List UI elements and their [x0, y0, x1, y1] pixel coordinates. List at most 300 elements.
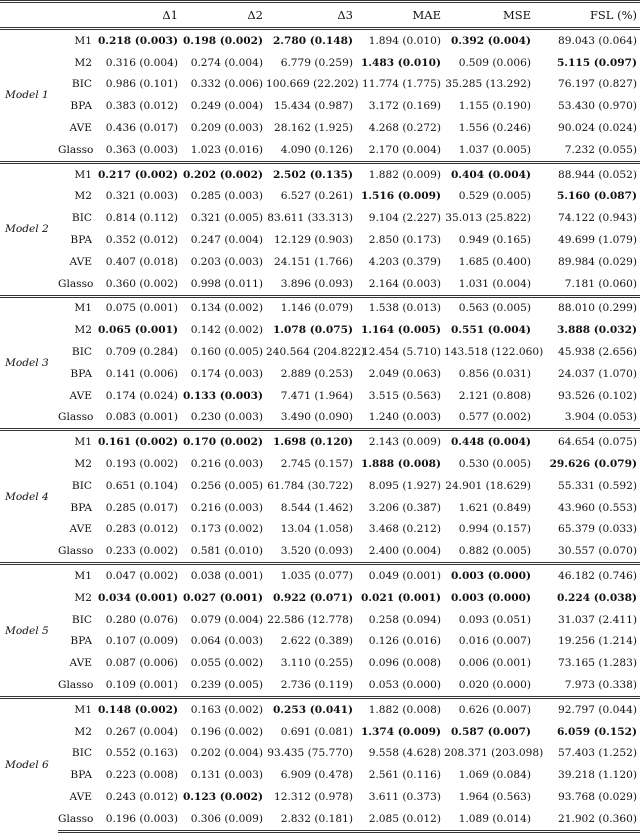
metric-cell: 0.856 (0.031) — [458, 367, 531, 380]
metric-cell: 0.407 (0.018) — [105, 255, 178, 268]
method-label: M1 — [58, 296, 96, 319]
metric-cell: 55.331 (0.592) — [557, 479, 637, 492]
metric-cell: 0.109 (0.001) — [105, 679, 178, 691]
metric-cell: 2.400 (0.004) — [368, 545, 441, 558]
metric-cell: 3.888 (0.032) — [556, 324, 637, 337]
metric-cell: 0.994 (0.157) — [458, 523, 531, 536]
metric-cell: 13.04 (1.058) — [280, 523, 353, 536]
metric-cell: 0.243 (0.012) — [105, 790, 178, 803]
metric-cell: 0.223 (0.008) — [105, 769, 178, 782]
metric-cell: 0.133 (0.003) — [182, 389, 263, 402]
metric-cell: 0.055 (0.002) — [190, 657, 263, 670]
method-label: BIC — [71, 613, 92, 626]
method-label: BIC — [71, 747, 92, 760]
method-label: M1 — [58, 29, 96, 52]
metric-cell: 24.037 (1.070) — [557, 367, 637, 380]
table-row — [0, 808, 640, 831]
metric-cell: 0.049 (0.001) — [356, 564, 444, 587]
table-row — [0, 674, 640, 697]
metric-cell: 22.586 (12.778) — [267, 613, 353, 626]
method-label: BPA — [70, 234, 92, 247]
metric-cell: 1.685 (0.400) — [458, 255, 531, 268]
metric-cell: 0.306 (0.009) — [181, 808, 266, 831]
metric-cell: 0.360 (0.002) — [105, 277, 178, 290]
metric-cell: 1.035 (0.077) — [266, 564, 356, 587]
table-row — [0, 363, 640, 385]
metric-cell: 0.006 (0.001) — [458, 657, 531, 670]
metric-cell: 5.115 (0.097) — [556, 56, 637, 69]
table-row — [0, 74, 640, 96]
metric-cell: 0.321 (0.003) — [105, 190, 178, 203]
metric-cell: 1.374 (0.009) — [360, 725, 441, 738]
metric-cell: 65.379 (0.033) — [557, 523, 637, 536]
metric-cell: 1.146 (0.079) — [266, 296, 356, 319]
metric-cell: 0.174 (0.003) — [190, 367, 263, 380]
metric-cell: 73.165 (1.283) — [557, 657, 637, 670]
metric-cell: 8.095 (1.927) — [368, 479, 441, 492]
metric-cell: 2.561 (0.116) — [368, 769, 441, 782]
model-label: Model 2 — [0, 162, 58, 296]
method-label: BPA — [70, 367, 92, 380]
metric-cell: 0.316 (0.004) — [105, 56, 178, 69]
metric-cell: 1.698 (0.120) — [266, 430, 356, 453]
metric-cell: 0.551 (0.004) — [450, 324, 531, 337]
metric-cell: 0.141 (0.006) — [105, 367, 178, 380]
metric-cell: 0.274 (0.004) — [190, 56, 263, 69]
metric-cell: 0.224 (0.038) — [556, 591, 637, 604]
metric-cell: 0.163 (0.002) — [181, 697, 266, 720]
metric-cell: 88.944 (0.052) — [534, 162, 640, 185]
table-row — [0, 139, 640, 162]
model-label: Model 1 — [0, 29, 58, 163]
header-cell-fsl: FSL (%) — [534, 2, 640, 29]
metric-cell: 0.922 (0.071) — [272, 591, 353, 604]
metric-cell: 0.363 (0.003) — [105, 143, 178, 156]
metric-cell: 3.520 (0.093) — [280, 545, 353, 558]
metric-cell: 1.023 (0.016) — [190, 143, 263, 156]
header-row — [0, 2, 640, 29]
metric-cell: 39.218 (1.120) — [557, 769, 637, 782]
metric-cell: 0.249 (0.004) — [190, 100, 263, 113]
metric-cell: 46.182 (0.746) — [534, 564, 640, 587]
metric-cell: 0.577 (0.002) — [458, 411, 531, 424]
metric-cell: 3.904 (0.053) — [564, 411, 637, 424]
metric-cell: 6.059 (0.152) — [556, 725, 637, 738]
metric-cell: 5.160 (0.087) — [556, 190, 637, 203]
metric-cell: 2.143 (0.009) — [356, 430, 444, 453]
metric-cell: 3.110 (0.255) — [280, 657, 353, 670]
metric-cell: 0.161 (0.002) — [96, 430, 181, 453]
metric-cell: 0.021 (0.001) — [360, 591, 441, 604]
method-label: Glasso — [58, 277, 94, 290]
table-row — [0, 29, 640, 52]
metric-cell: 4.203 (0.379) — [368, 255, 441, 268]
table-row — [0, 609, 640, 631]
table-row — [0, 319, 640, 341]
metric-cell: 208.371 (203.098) — [444, 747, 544, 760]
model-label: Model 5 — [0, 564, 58, 698]
method-label: BIC — [71, 346, 92, 359]
metric-cell: 19.256 (1.214) — [557, 635, 637, 648]
metric-cell: 0.083 (0.001) — [105, 411, 178, 424]
table-row — [0, 764, 640, 786]
metric-cell: 29.626 (0.079) — [549, 458, 637, 471]
method-label: M2 — [74, 190, 92, 203]
table-row — [0, 229, 640, 251]
method-label: Glasso — [58, 679, 94, 691]
metric-cell: 64.654 (0.075) — [534, 430, 640, 453]
metric-cell: 2.832 (0.181) — [266, 808, 356, 831]
metric-cell: 0.392 (0.004) — [444, 29, 534, 52]
metric-cell: 1.483 (0.010) — [360, 56, 441, 69]
metric-cell: 9.558 (4.628) — [368, 747, 441, 760]
metric-cell: 24.151 (1.766) — [273, 255, 353, 268]
table-row — [0, 341, 640, 363]
metric-cell: 0.173 (0.002) — [190, 523, 263, 536]
method-label: BIC — [71, 212, 92, 225]
metric-cell: 0.096 (0.008) — [368, 657, 441, 670]
metric-cell: 0.142 (0.002) — [190, 324, 263, 337]
metric-cell: 93.768 (0.029) — [557, 790, 637, 803]
header-cell-delta2: Δ2 — [181, 2, 266, 29]
metric-cell: 0.280 (0.076) — [105, 613, 178, 626]
metric-cell: 0.038 (0.001) — [181, 564, 266, 587]
metric-cell: 0.064 (0.003) — [190, 635, 263, 648]
metric-cell: 2.736 (0.119) — [280, 679, 353, 691]
metric-cell: 0.170 (0.002) — [181, 430, 266, 453]
table-row — [0, 95, 640, 117]
metric-cell: 2.850 (0.173) — [368, 234, 441, 247]
table-row — [0, 52, 640, 74]
metric-cell: 0.047 (0.002) — [96, 564, 181, 587]
metric-cell: 2.780 (0.148) — [266, 29, 356, 52]
metric-cell: 15.434 (0.987) — [273, 100, 353, 113]
metric-cell: 43.960 (0.553) — [557, 501, 637, 514]
header-cell — [0, 2, 58, 29]
metric-cell: 0.075 (0.001) — [96, 296, 181, 319]
metric-cell: 74.122 (0.943) — [557, 212, 637, 225]
metric-cell: 0.267 (0.004) — [105, 725, 178, 738]
metric-cell: 1.155 (0.190) — [458, 100, 531, 113]
metric-cell: 2.622 (0.389) — [280, 635, 353, 648]
table-row — [0, 743, 640, 765]
metric-cell: 1.621 (0.849) — [458, 501, 531, 514]
metric-cell: 0.530 (0.005) — [458, 458, 531, 471]
table-row — [0, 162, 640, 185]
metric-cell: 12.454 (5.710) — [361, 346, 441, 359]
metric-cell: 0.203 (0.003) — [190, 255, 263, 268]
metric-cell: 53.430 (0.970) — [557, 100, 637, 113]
method-label: BPA — [70, 100, 92, 113]
metric-cell: 240.564 (204.822) — [266, 346, 366, 359]
metric-cell: 3.896 (0.093) — [280, 277, 353, 290]
table-body — [0, 29, 640, 832]
metric-cell: 2.085 (0.012) — [356, 808, 444, 831]
metric-cell: 7.181 (0.060) — [564, 277, 637, 290]
metric-cell: 89.043 (0.064) — [534, 29, 640, 52]
metric-cell: 4.090 (0.126) — [280, 143, 353, 156]
table-row — [0, 475, 640, 497]
metric-cell: 49.699 (1.079) — [557, 234, 637, 247]
model-label: Model 6 — [0, 697, 58, 831]
metric-cell: 61.784 (30.722) — [267, 479, 353, 492]
metric-cell: 0.239 (0.005) — [190, 679, 263, 691]
metric-cell: 0.352 (0.012) — [105, 234, 178, 247]
metric-cell: 0.626 (0.007) — [444, 697, 534, 720]
model-label: Model 4 — [0, 430, 58, 564]
metric-cell: 8.544 (1.462) — [280, 501, 353, 514]
metric-cell: 3.490 (0.090) — [280, 411, 353, 424]
metric-cell: 0.587 (0.007) — [450, 725, 531, 738]
metric-cell: 76.197 (0.827) — [557, 78, 637, 91]
method-label: BIC — [71, 479, 92, 492]
metric-cell: 2.889 (0.253) — [280, 367, 353, 380]
metric-cell: 0.529 (0.005) — [458, 190, 531, 203]
metric-cell: 0.285 (0.017) — [105, 501, 178, 514]
metric-cell: 0.126 (0.016) — [368, 635, 441, 648]
method-label: AVE — [69, 523, 92, 536]
method-label: M2 — [74, 591, 92, 604]
header-cell — [58, 2, 96, 29]
table-row — [0, 519, 640, 541]
metric-cell: 0.216 (0.003) — [190, 458, 263, 471]
metric-cell: 6.779 (0.259) — [280, 56, 353, 69]
metric-cell: 0.691 (0.081) — [280, 725, 353, 738]
metric-cell: 93.435 (75.770) — [267, 747, 353, 760]
method-label: M2 — [74, 56, 92, 69]
metric-cell: 1.516 (0.009) — [360, 190, 441, 203]
table-row — [0, 697, 640, 720]
metric-cell: 1.556 (0.246) — [458, 122, 531, 135]
metric-cell: 0.552 (0.163) — [105, 747, 178, 760]
metric-cell: 3.206 (0.387) — [368, 501, 441, 514]
table-row — [0, 497, 640, 519]
metric-cell: 0.998 (0.011) — [190, 277, 263, 290]
metric-cell: 1.894 (0.010) — [356, 29, 444, 52]
metric-cell: 2.049 (0.063) — [368, 367, 441, 380]
header-cell-mae: MAE — [356, 2, 444, 29]
metric-cell: 0.065 (0.001) — [97, 324, 178, 337]
metric-cell: 0.193 (0.002) — [105, 458, 178, 471]
metric-cell: 1.164 (0.005) — [360, 324, 441, 337]
metric-cell: 0.016 (0.007) — [458, 635, 531, 648]
metric-cell: 93.526 (0.102) — [557, 389, 637, 402]
metric-cell: 31.037 (2.411) — [557, 613, 637, 626]
method-label: M1 — [58, 564, 96, 587]
metric-cell: 143.518 (122.060) — [444, 346, 544, 359]
metric-cell: 1.089 (0.014) — [444, 808, 534, 831]
metric-cell: 3.611 (0.373) — [368, 790, 441, 803]
metric-cell: 1.882 (0.009) — [356, 162, 444, 185]
metric-cell: 7.471 (1.964) — [280, 389, 353, 402]
method-label: AVE — [69, 657, 92, 670]
method-label: Glasso — [58, 808, 96, 831]
metric-cell: 0.321 (0.005) — [190, 212, 263, 225]
table-row — [0, 117, 640, 139]
metric-cell: 28.162 (1.925) — [273, 122, 353, 135]
metric-cell: 0.949 (0.165) — [458, 234, 531, 247]
metric-cell: 0.093 (0.051) — [458, 613, 531, 626]
metric-cell: 0.986 (0.101) — [105, 78, 178, 91]
metric-cell: 1.031 (0.004) — [458, 277, 531, 290]
metric-cell: 1.882 (0.008) — [356, 697, 444, 720]
metric-cell: 0.563 (0.005) — [444, 296, 534, 319]
method-label: BPA — [70, 501, 92, 514]
method-label: M1 — [58, 430, 96, 453]
metric-cell: 0.087 (0.006) — [105, 657, 178, 670]
metric-cell: 0.230 (0.003) — [190, 411, 263, 424]
metric-cell: 0.174 (0.024) — [105, 389, 178, 402]
metric-cell: 0.202 (0.002) — [181, 162, 266, 185]
method-label: M2 — [74, 458, 92, 471]
metric-cell: 1.538 (0.013) — [356, 296, 444, 319]
method-label: BIC — [71, 78, 92, 91]
metric-cell: 2.745 (0.157) — [280, 458, 353, 471]
metric-cell: 0.079 (0.004) — [190, 613, 263, 626]
metric-cell: 30.557 (0.070) — [557, 545, 637, 558]
metric-cell: 4.268 (0.272) — [368, 122, 441, 135]
table-row — [0, 296, 640, 319]
metric-cell: 0.202 (0.004) — [190, 747, 263, 760]
metric-cell: 0.285 (0.003) — [190, 190, 263, 203]
table-row — [0, 251, 640, 273]
metric-cell: 45.938 (2.656) — [557, 346, 637, 359]
metric-cell: 0.003 (0.000) — [444, 564, 534, 587]
method-label: M1 — [58, 162, 96, 185]
method-label: M1 — [58, 697, 96, 720]
metric-cell: 7.232 (0.055) — [564, 143, 637, 156]
metric-cell: 12.129 (0.903) — [273, 234, 353, 247]
header-cell-delta3: Δ3 — [266, 2, 356, 29]
metric-cell: 0.218 (0.003) — [96, 29, 181, 52]
metric-cell: 0.196 (0.002) — [190, 725, 263, 738]
metric-cell: 0.148 (0.002) — [96, 697, 181, 720]
metric-cell: 0.123 (0.002) — [182, 790, 263, 803]
metric-cell: 0.217 (0.002) — [96, 162, 181, 185]
metric-cell: 0.448 (0.004) — [444, 430, 534, 453]
metric-cell: 1.240 (0.003) — [368, 411, 441, 424]
metric-cell: 92.797 (0.044) — [534, 697, 640, 720]
method-label: BPA — [70, 769, 92, 782]
metric-cell: 0.404 (0.004) — [444, 162, 534, 185]
metric-cell: 0.509 (0.006) — [458, 56, 531, 69]
metric-cell: 0.253 (0.041) — [266, 697, 356, 720]
metric-cell: 0.003 (0.000) — [450, 591, 531, 604]
metric-cell: 0.233 (0.002) — [105, 545, 178, 558]
method-label: Glasso — [58, 411, 94, 424]
metric-cell: 0.581 (0.010) — [190, 545, 263, 558]
model-label: Model 3 — [0, 296, 58, 430]
table-row — [0, 207, 640, 229]
metric-cell: 24.901 (18.629) — [445, 479, 531, 492]
method-label: AVE — [69, 255, 92, 268]
table-row — [0, 385, 640, 407]
metric-cell: 0.196 (0.003) — [96, 808, 181, 831]
table-row — [0, 453, 640, 475]
metric-cell: 1.078 (0.075) — [272, 324, 353, 337]
metric-cell: 21.902 (0.360) — [534, 808, 640, 831]
metric-cell: 0.020 (0.000) — [458, 679, 531, 691]
metric-cell: 0.027 (0.001) — [182, 591, 263, 604]
method-label: BPA — [70, 635, 92, 648]
metric-cell: 0.332 (0.006) — [190, 78, 263, 91]
table-row — [0, 631, 640, 653]
metric-cell: 0.134 (0.002) — [181, 296, 266, 319]
metric-cell: 0.283 (0.012) — [105, 523, 178, 536]
metric-cell: 0.651 (0.104) — [105, 479, 178, 492]
metric-cell: 6.909 (0.478) — [280, 769, 353, 782]
metric-cell: 2.170 (0.004) — [368, 143, 441, 156]
header-cell-delta1: Δ1 — [96, 2, 181, 29]
metric-cell: 12.312 (0.978) — [273, 790, 353, 803]
header-cell-mse: MSE — [444, 2, 534, 29]
metric-cell: 0.131 (0.003) — [190, 769, 263, 782]
metric-cell: 0.034 (0.001) — [97, 591, 178, 604]
table-row — [0, 652, 640, 674]
metric-cell: 0.107 (0.009) — [105, 635, 178, 648]
metric-cell: 90.024 (0.024) — [557, 122, 637, 135]
metric-cell: 89.984 (0.029) — [557, 255, 637, 268]
metric-cell: 6.527 (0.261) — [280, 190, 353, 203]
metric-cell: 100.669 (22.202) — [266, 78, 359, 91]
metric-cell: 1.037 (0.005) — [458, 143, 531, 156]
metric-cell: 1.069 (0.084) — [458, 769, 531, 782]
metric-cell: 0.436 (0.017) — [105, 122, 178, 135]
metric-cell: 0.247 (0.004) — [190, 234, 263, 247]
metric-cell: 35.013 (25.822) — [445, 212, 531, 225]
metric-cell: 35.285 (13.292) — [445, 78, 531, 91]
metric-cell: 0.209 (0.003) — [190, 122, 263, 135]
metric-cell: 2.164 (0.003) — [368, 277, 441, 290]
metric-cell: 0.258 (0.094) — [368, 613, 441, 626]
method-label: M2 — [74, 324, 92, 337]
metric-cell: 0.216 (0.003) — [190, 501, 263, 514]
table-row — [0, 273, 640, 296]
metric-cell: 3.515 (0.563) — [368, 389, 441, 402]
metric-cell: 0.256 (0.005) — [190, 479, 263, 492]
metric-cell: 0.198 (0.002) — [181, 29, 266, 52]
method-label: AVE — [69, 389, 92, 402]
metric-cell: 11.774 (1.775) — [361, 78, 441, 91]
table-row — [0, 430, 640, 453]
metric-cell: 0.814 (0.112) — [105, 212, 178, 225]
metric-cell: 83.611 (33.313) — [267, 212, 353, 225]
metric-cell: 2.502 (0.135) — [266, 162, 356, 185]
method-label: M2 — [74, 725, 92, 738]
metric-cell: 0.882 (0.005) — [458, 545, 531, 558]
metric-cell: 57.403 (1.252) — [557, 747, 637, 760]
metric-cell: 3.172 (0.169) — [368, 100, 441, 113]
metric-cell: 7.973 (0.338) — [564, 679, 637, 691]
table-row — [0, 721, 640, 743]
metric-cell: 88.010 (0.299) — [534, 296, 640, 319]
metric-cell: 1.964 (0.563) — [458, 790, 531, 803]
method-label: Glasso — [58, 143, 94, 156]
table-row — [0, 407, 640, 430]
metric-cell: 0.160 (0.005) — [190, 346, 263, 359]
table-row — [0, 540, 640, 563]
method-label: AVE — [69, 790, 92, 803]
metric-cell: 0.383 (0.012) — [105, 100, 178, 113]
metric-cell: 1.888 (0.008) — [360, 458, 441, 471]
table-row — [0, 186, 640, 208]
method-label: AVE — [69, 122, 92, 135]
metric-cell: 9.104 (2.227) — [368, 212, 441, 225]
table-row — [0, 564, 640, 587]
method-label: Glasso — [58, 545, 94, 558]
table-row — [0, 587, 640, 609]
table-row — [0, 786, 640, 808]
